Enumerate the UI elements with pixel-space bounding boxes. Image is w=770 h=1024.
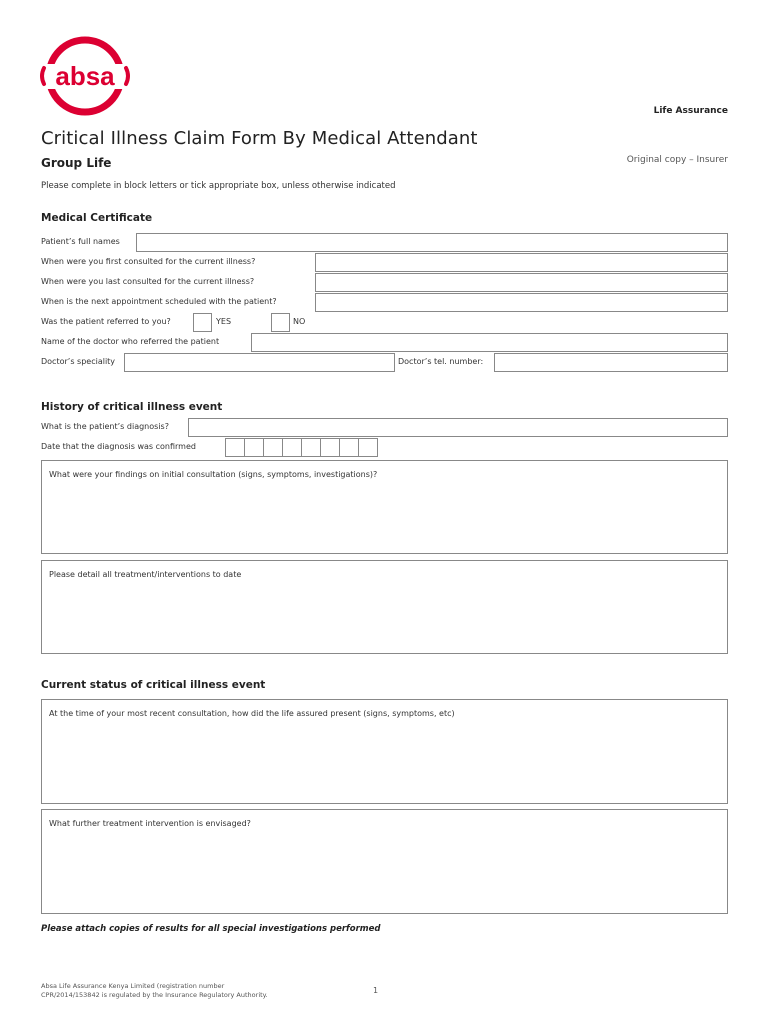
section-heading-history: History of critical illness event [41, 401, 223, 413]
further-treatment-textarea[interactable] [41, 809, 728, 914]
row-first-consulted [41, 253, 728, 272]
first-consulted-input[interactable] [315, 253, 728, 272]
referring-doctor-input[interactable] [251, 333, 728, 352]
referred-no-checkbox[interactable] [271, 313, 290, 332]
copy-note: Original copy – Insurer [626, 155, 728, 165]
diagnosis-date-label: Date that the diagnosis was confirmed [41, 442, 196, 451]
patient-full-names-input[interactable] [136, 233, 728, 252]
treatment-textarea[interactable] [41, 560, 728, 654]
date-digit-box[interactable] [301, 438, 321, 457]
section-heading-medical-certificate: Medical Certificate [41, 212, 153, 224]
date-digit-box[interactable] [244, 438, 264, 457]
referred-no-label: NO [293, 317, 306, 326]
doctor-speciality-label: Doctor’s speciality [41, 357, 116, 366]
referred-yes-checkbox[interactable] [193, 313, 212, 332]
row-patient-full-names [41, 233, 728, 252]
page-title: Critical Illness Claim Form By Medical Attendant [41, 128, 478, 149]
row-doctor-speciality [41, 353, 728, 372]
first-consulted-label: When were you first consulted for the current illness? [41, 257, 256, 266]
footer-line-2: CPR/2014/153842 is regulated by the Insurance Regulatory Authority. [41, 991, 268, 999]
presentation-textarea[interactable] [41, 699, 728, 804]
treatment-label: Please detail all treatment/interventions to date [49, 570, 242, 579]
last-consulted-label: When were you last consulted for the current illness? [41, 277, 255, 286]
findings-label: What were your findings on initial consultation (signs, symptoms, investigations)? [49, 470, 378, 479]
absa-logo [38, 36, 132, 116]
date-digit-box[interactable] [339, 438, 359, 457]
page-number: 1 [373, 986, 379, 995]
referred-label: Was the patient referred to you? [41, 317, 171, 326]
page-subtitle: Group Life [41, 156, 112, 170]
findings-textarea[interactable] [41, 460, 728, 554]
date-digit-box[interactable] [320, 438, 340, 457]
referring-doctor-label: Name of the doctor who referred the patient [41, 337, 220, 346]
referred-yes-label: YES [216, 317, 232, 326]
diagnosis-input[interactable] [188, 418, 728, 437]
footer-legal [41, 982, 321, 1000]
further-treatment-label: What further treatment intervention is envisaged? [49, 819, 251, 828]
division-label: Life Assurance [653, 106, 728, 116]
date-digit-box[interactable] [282, 438, 302, 457]
date-digit-box[interactable] [263, 438, 283, 457]
row-referred [41, 313, 728, 332]
next-appointment-label: When is the next appointment scheduled with the patient? [41, 297, 277, 306]
section-heading-current-status: Current status of critical illness event [41, 679, 266, 691]
presentation-label: At the time of your most recent consultation, how did the life assured present (signs, symptoms, etc) [49, 709, 455, 718]
doctor-speciality-input[interactable] [124, 353, 395, 372]
doctor-tel-label: Doctor’s tel. number: [398, 357, 484, 366]
date-digit-box[interactable] [358, 438, 378, 457]
diagnosis-label: What is the patient’s diagnosis? [41, 422, 169, 431]
patient-full-names-label: Patient’s full names [41, 237, 120, 246]
footer-line-1: Absa Life Assurance Kenya Limited (registration number [41, 982, 225, 990]
diagnosis-date-input[interactable] [225, 438, 377, 457]
next-appointment-input[interactable] [315, 293, 728, 312]
row-diagnosis [41, 418, 728, 437]
row-diagnosis-date [41, 438, 728, 457]
date-digit-box[interactable] [225, 438, 245, 457]
last-consulted-input[interactable] [315, 273, 728, 292]
doctor-tel-input[interactable] [494, 353, 728, 372]
row-last-consulted [41, 273, 728, 292]
row-next-appointment [41, 293, 728, 312]
logo-wordmark: absa [55, 61, 115, 91]
attach-note: Please attach copies of results for all special investigations performed [41, 924, 381, 934]
row-referring-doctor [41, 333, 728, 352]
form-instruction: Please complete in block letters or tick appropriate box, unless otherwise indicated [41, 181, 396, 191]
